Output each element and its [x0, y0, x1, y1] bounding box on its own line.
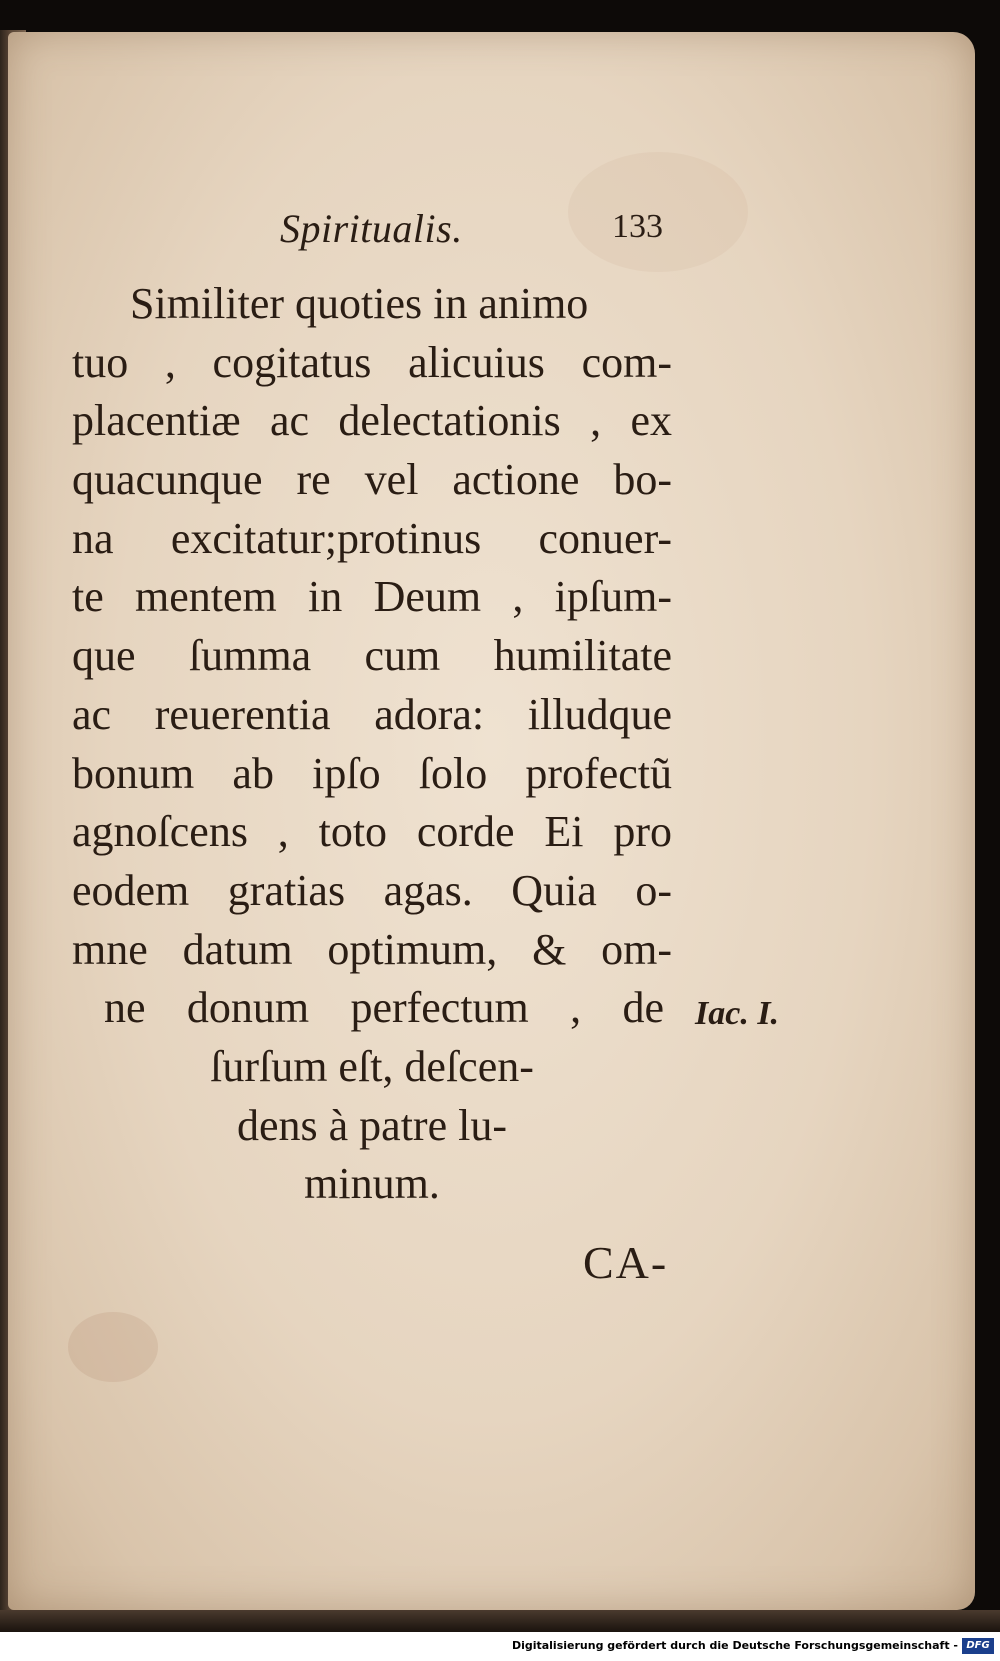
text-line: bonum ab ipſo ſolo profectũ — [72, 748, 672, 798]
catchword: CA- — [583, 1237, 669, 1288]
footer-bar — [0, 1632, 1000, 1661]
text-line: Similiter quoties in animo — [130, 279, 589, 328]
text-line: dens à patre lu- — [237, 1100, 507, 1150]
text-line: eodem gratias agas. Quia o- — [72, 865, 672, 915]
text-line: na excitatur;protinus conuer- — [72, 513, 672, 563]
body-text — [72, 275, 672, 1214]
text-line: ne donum perfectum , de — [104, 983, 664, 1033]
footer-credit: Digitalisierung gefördert durch die Deutsche Forschungsgemeinschaft - — [511, 1639, 958, 1652]
text-line: tuo , cogitatus alicuius com- — [72, 337, 672, 387]
margin-note: Iac. I. — [695, 995, 780, 1032]
text-line: ac reuerentia adora: illudque — [72, 689, 672, 739]
text-line: ſurſum eſt, deſcen- — [210, 1041, 534, 1091]
text-line: minum. — [304, 1159, 440, 1209]
text-line: te mentem in Deum , ipſum- — [72, 572, 672, 622]
paper-stain — [68, 1312, 158, 1382]
running-head: Spiritualis. — [280, 206, 463, 251]
page-bottom-edge — [0, 1610, 1000, 1632]
text-line: agnoſcens , toto corde Ei pro — [72, 807, 672, 857]
text-line: mne datum optimum, & om- — [72, 924, 672, 974]
text-line: que ſumma cum humilitate — [72, 631, 672, 681]
text-line: placentiæ ac delectationis , ex — [72, 396, 672, 446]
page-number: 133 — [612, 208, 663, 245]
dfg-logo-icon: DFG — [962, 1638, 994, 1654]
text-line: quacunque re vel actione bo- — [72, 455, 672, 505]
